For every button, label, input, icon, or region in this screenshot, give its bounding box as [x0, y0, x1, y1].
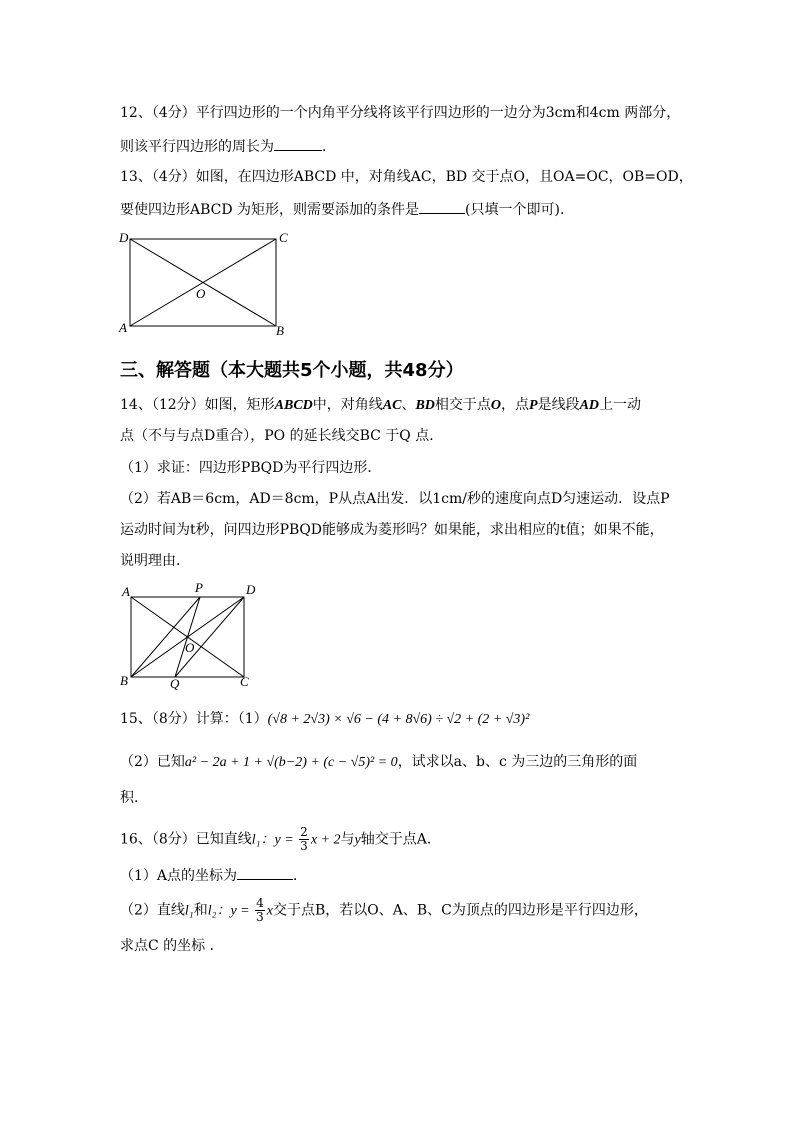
q14-part-2-line-2: 运动时间为t秒，问四边形PBQD能够成为菱形吗？如果能，求出相应的t值；如果不能， — [120, 522, 664, 538]
q16-part-1-end: ． — [293, 868, 308, 884]
q15-expression-1: (√8 + 2√3) × √6 − (4 + 8√6) ÷ √2 + (2 + √3)² — [267, 712, 530, 727]
q15-line-1 — [120, 710, 529, 729]
q16-fraction-2-num: 4 — [256, 896, 264, 910]
q16-l1-b: l₁ — [184, 903, 194, 919]
q14-segment-pq — [175, 597, 200, 677]
q16-and: 和 — [193, 902, 208, 919]
q13-label-c: C — [279, 230, 288, 245]
q13-line-2-end: (只填一个即可). — [465, 202, 565, 218]
section-3-heading: 三、解答题（本大题共5个小题，共48分） — [120, 360, 464, 381]
q14-text-f: 上一动 — [599, 397, 642, 413]
q14-ad: AD — [579, 398, 600, 413]
q16-y-axis: y — [354, 832, 361, 848]
q16-part-2-label: （2）直线 — [120, 902, 185, 919]
q16-eq2-lhs: y = — [230, 903, 254, 919]
q14-bd: BD — [415, 398, 435, 413]
q14-label-d: D — [246, 582, 256, 597]
q16-eq1-lhs: y = — [274, 832, 298, 848]
q16-fraction-2-den: 3 — [256, 910, 264, 924]
q16-fraction-2 — [255, 897, 265, 924]
q16-part-1 — [120, 865, 307, 885]
q15-part-2-line-2: 积. — [120, 790, 139, 806]
q14-part-2-line-1: （2）若AB＝6cm，AD＝8cm，P从点A出发．以1cm/秒的速度向点D匀速运动．设点P — [120, 491, 670, 507]
q14-o: O — [490, 398, 502, 413]
q14-label-c: C — [240, 674, 249, 689]
q14-label-a: A — [122, 584, 130, 599]
q14-part-1: （1）求证：四边形PBQD为平行四边形． — [120, 460, 382, 476]
q14-abcd: ABCD — [274, 398, 313, 413]
q14-text-e: 是线段 — [537, 397, 580, 413]
q12-line-1: 12、（4分）平行四边形的一个内角平分线将该平行四边形的一边分为3cm和4cm 两部分， — [120, 105, 681, 121]
q16-tail: 轴交于点A． — [360, 831, 441, 848]
q12-line-2 — [120, 136, 336, 156]
q13-answer-blank — [419, 199, 465, 214]
q16-part-2-line-2: 求点C 的坐标 ． — [120, 938, 224, 954]
q14-label-o: O — [185, 640, 195, 655]
q16-label: 16、（8分）已知直线 — [120, 831, 252, 848]
q16-mid: 与 — [340, 831, 355, 848]
q12-line-2-text: 则该平行四边形的周长为 — [120, 139, 274, 155]
q13-label-o: O — [196, 286, 206, 301]
q14-part-2-line-3: 说明理由． — [120, 553, 190, 569]
q16-l2: l₂： — [207, 903, 231, 919]
q14-line-1 — [120, 396, 641, 415]
q13-label-d: D — [119, 230, 129, 245]
q14-label-b: B — [120, 673, 128, 688]
q16-line-1 — [120, 826, 441, 854]
q12-line-2-end: ． — [322, 139, 336, 155]
q13-line-2-text: 要使四边形ABCD 为矩形，则需要添加的条件是 — [120, 202, 420, 218]
q13-line-2 — [120, 199, 564, 219]
q14-label-p: P — [195, 580, 203, 595]
q15-part-2-line-1 — [120, 753, 637, 772]
q14-text-d: ，点 — [501, 397, 530, 413]
q15-label: 15、（8分）计算：（1） — [120, 711, 268, 727]
q15-part-2-label: （2）已知 — [120, 754, 185, 770]
q16-l1: l₁： — [251, 832, 275, 848]
q16-fraction-1-num: 2 — [300, 825, 308, 839]
q16-part-2-line-1 — [120, 897, 648, 925]
q13-figure — [115, 228, 295, 340]
q14-intro: 14、（12分）如图，矩形 — [120, 397, 275, 413]
q16-part-2-text: 交于点B，若以O、A、B、C为顶点的四边形是平行四边形， — [272, 902, 648, 919]
q15-expression-2: a² − 2a + 1 + √(b−2) + (c − √5)² = 0 — [184, 755, 398, 770]
q16-fraction-1-den: 3 — [300, 839, 308, 853]
q16-eq1-rhs: x + 2 — [310, 832, 341, 848]
q16-eq2-rhs: x — [266, 903, 273, 919]
q13-line-1: 13、（4分）如图，在四边形ABCD 中，对角线AC，BD 交于点O，且OA=OC，OB=OD， — [120, 169, 693, 185]
q14-segment-pb — [131, 597, 200, 677]
q14-segment-dq — [175, 597, 244, 677]
q16-answer-blank — [237, 865, 293, 880]
q14-text-c: 相交于点 — [434, 397, 491, 413]
q14-label-q: Q — [170, 676, 180, 691]
q14-ac: AC — [382, 398, 402, 413]
q14-p: P — [529, 398, 538, 413]
q14-text-b: 中，对角线 — [312, 397, 383, 413]
q16-fraction-1 — [299, 826, 309, 853]
q13-label-b: B — [276, 323, 284, 338]
q14-sep: 、 — [401, 397, 416, 413]
q15-part-2-text: ，试求以a、b、c 为三边的三角形的面 — [397, 754, 638, 770]
q14-figure — [115, 580, 265, 692]
q16-part-1-text: （1）A点的坐标为 — [120, 868, 238, 884]
q12-answer-blank — [274, 136, 322, 151]
q14-line-2: 点（不与与点D重合），PO 的延长线交BC 于Q 点． — [120, 428, 444, 444]
q13-label-a: A — [119, 320, 127, 335]
